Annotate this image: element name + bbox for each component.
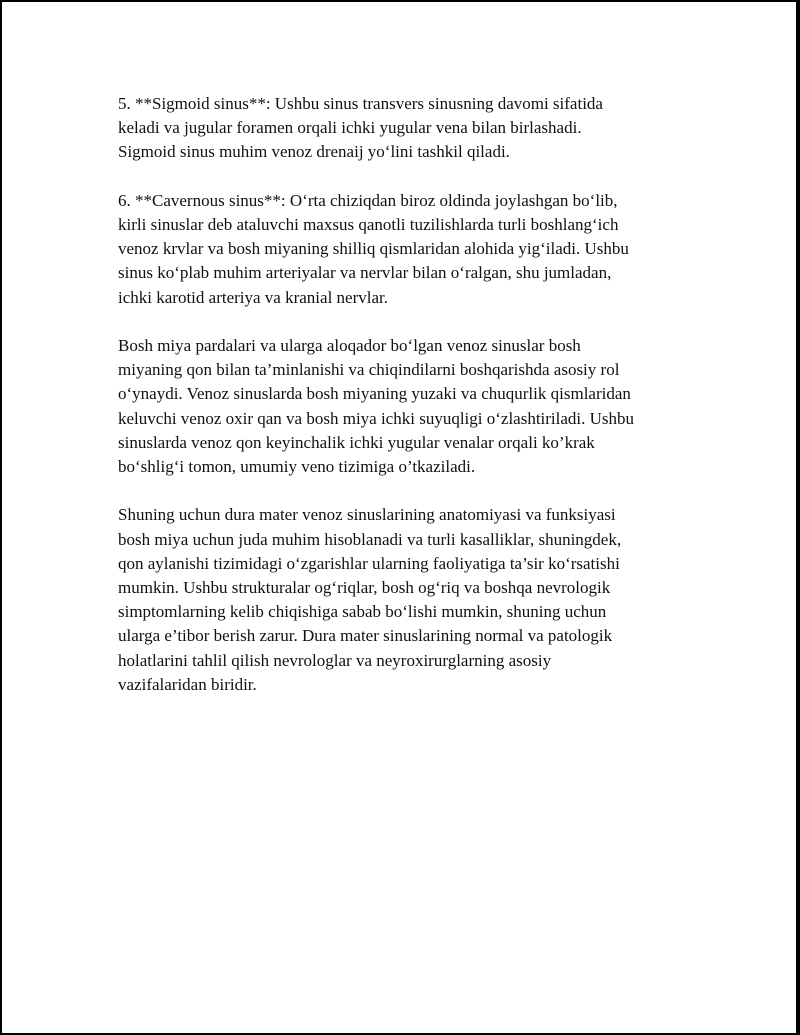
text-line: Bosh miya pardalari va ularga aloqador bo‘lgan venoz sinuslar bosh — [118, 336, 581, 355]
text-line: bo‘shlig‘i tomon, umumiy veno tizimiga o’tkaziladi. — [118, 457, 476, 477]
text-line: keladi va jugular foramen orqali ichki yugular vena bilan birlashadi. — [118, 118, 582, 138]
text-line: Sigmoid sinus muhim venoz drenaij yo‘lini tashkil qiladi. — [118, 142, 510, 162]
text-line: kirli sinuslar deb ataluvchi maxsus qanotli tuzilishlarda turli boshlang‘ich — [118, 215, 619, 234]
text-line: 5. **Sigmoid sinus**: Ushbu sinus transvers sinusning davomi sifatida — [118, 94, 603, 113]
text-line: o‘ynaydi. Venoz sinuslarda bosh miyaning yuzaki va chuqurlik qismlaridan — [118, 384, 631, 404]
text-line: ularga e’tibor berish zarur. Dura mater sinuslarining normal va patologik — [118, 626, 613, 646]
text-line: Shuning uchun dura mater venoz sinuslarining anatomiyasi va funksiyasi — [118, 505, 616, 525]
text-line: vazifalaridan biridir. — [118, 674, 257, 694]
text-line: sinuslarda venoz qon keyinchalik ichki yugular venalar orqali ko’krak — [118, 432, 595, 452]
text-line: mumkin. Ushbu strukturalar og‘riqlar, bosh og‘riq va boshqa nevrologik — [118, 578, 611, 598]
text-line: miyaning qon bilan ta’minlanishi va chiqindilarni boshqarishda asosiy rol — [118, 360, 620, 380]
text-line: bosh miya uchun juda muhim hisoblanadi va turli kasalliklar, shuningdek, — [118, 529, 622, 549]
text-line: 6. **Cavernous sinus**: O‘rta chiziqdan biroz oldinda joylashgan bo‘lib, — [118, 190, 618, 210]
paragraph-sigmoid-sinus — [118, 92, 693, 165]
document-body — [118, 92, 693, 721]
text-line: venoz krvlar va bosh miyaning shilliq qismlaridan alohida yig‘iladi. Ushbu — [118, 239, 629, 259]
text-line: holatlarini tahlil qilish nevrologlar va neyroxirurglarning asosiy — [118, 650, 552, 670]
text-line: simptomlarning kelib chiqishiga sabab bo‘lishi mumkin, shuning uchun — [118, 602, 607, 622]
paragraph-cavernous-sinus — [118, 189, 693, 310]
paragraph-conclusion — [118, 503, 693, 697]
text-line: qon aylanishi tizimidagi o‘zgarishlar ularning faoliyatiga ta’sir ko‘rsatishi — [118, 553, 620, 573]
text-line: ichki karotid arteriya va kranial nervlar. — [118, 287, 388, 307]
text-line: keluvchi venoz oxir qan va bosh miya ichki suyuqligi o‘zlashtiriladi. Ushbu — [118, 408, 635, 428]
paragraph-venous-sinuses — [118, 334, 693, 479]
text-line: sinus ko‘plab muhim arteriyalar va nervlar bilan o‘ralgan, shu jumladan, — [118, 263, 612, 283]
